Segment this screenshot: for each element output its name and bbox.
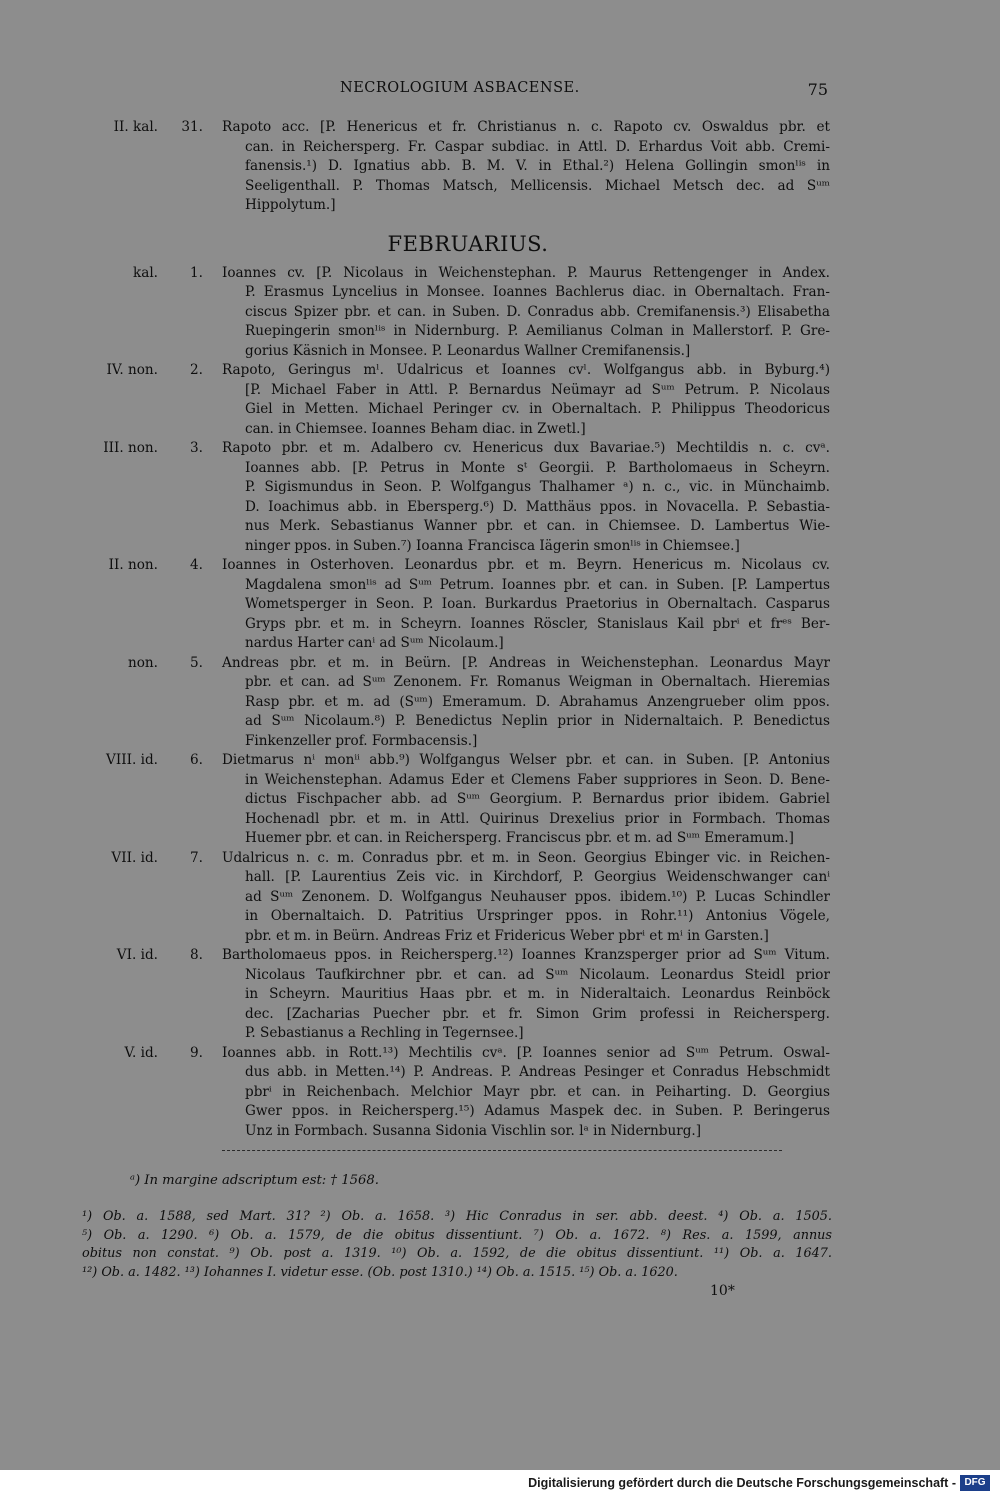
text-line: hall. [P. Laurentius Zeis vic. in Kirchdorf, P. Georgius Weidenschwanger canⁱ — [245, 869, 830, 885]
footnote-separator — [222, 1150, 782, 1151]
footnotes — [82, 1208, 832, 1282]
footnote-line: ⁵) Ob. a. 1290. ⁶) Ob. a. 1579, de die obitus dissentiunt. ⁷) Ob. a. 1672. ⁸) Res. a. 1599, annus — [82, 1227, 832, 1243]
text-line: D. Ioachimus abb. in Ebersperg.⁶) D. Matthäus ppos. in Novacella. P. Sebastia- — [245, 498, 830, 515]
footnote-line: ¹) Ob. a. 1588, sed Mart. 31? ²) Ob. a. 1658. ³) Hic Conradus in ser. abb. deest. ⁴) Ob. a. 1505. — [82, 1209, 832, 1224]
text-line: Ioannes abb. [P. Petrus in Monte sᵗ Georgii. P. Bartholomaeus in Scheyrn. — [245, 459, 830, 476]
date-label: V. id. — [124, 1044, 158, 1061]
date-label: IV. non. — [106, 362, 158, 378]
february-entries — [0, 264, 1000, 1142]
text-line: can. in Chiemsee. Ioannes Beham diac. in Zwetl.] — [245, 420, 586, 437]
date-label: VIII. id. — [106, 752, 158, 768]
text-line: pbr. et can. ad Sᵘᵐ Zenonem. Fr. Romanus Weigman in Obernaltach. Hieremias — [245, 674, 830, 690]
text-line: P. Sebastianus a Rechling in Tegernsee.] — [245, 1025, 524, 1041]
date-label: non. — [127, 654, 158, 671]
text-line: Gwer ppos. in Reichersperg.¹⁵) Adamus Maspek dec. in Suben. P. Beringerus — [245, 1103, 830, 1119]
text-line: Gryps pbr. et m. in Scheyrn. Ioannes Röscler, Stanislaus Kail pbrⁱ et frᵉˢ Ber- — [245, 615, 830, 632]
text-line: Udalricus n. c. m. Conradus pbr. et m. in Seon. Georgius Ebinger vic. in Reichen- — [222, 849, 830, 866]
text-line: Dietmarus nⁱ monⁱⁱ abb.⁹) Wolfgangus Welser pbr. et can. in Suben. [P. Antonius — [222, 752, 830, 768]
entry-text — [222, 118, 830, 216]
text-line: in Obernaltaich. D. Patritius Urspringer ppos. in Rohr.¹¹) Antonius Vögele, — [245, 908, 830, 924]
text-line: Ioannes in Osterhoven. Leonardus pbr. et m. Beyrn. Henericus m. Nicolaus cv. — [222, 557, 830, 573]
day-number: 5. — [190, 654, 203, 671]
day-number: 1. — [190, 264, 203, 281]
necrology-entry — [0, 1044, 1000, 1142]
entry-text — [222, 751, 830, 849]
necrology-entry — [0, 118, 1000, 216]
text-line: ad Sᵘᵐ Zenonem. D. Wolfgangus Neuhauser ppos. ibidem.¹⁰) P. Lucas Schindler — [245, 888, 830, 905]
text-line: Andreas pbr. et m. in Beürn. [P. Andreas in Weichenstephan. Leonardus Mayr — [222, 654, 830, 671]
text-line: fanensis.¹) D. Ignatius abb. B. M. V. in Ethal.²) Helena Gollingin smonˡⁱˢ in — [245, 158, 830, 174]
text-line: dec. [Zacharias Puecher pbr. et fr. Simon Grim professi in Reichersperg. — [245, 1005, 830, 1022]
text-line: P. Sigismundus in Seon. P. Wolfgangus Thalhamer ᵃ) n. c., vic. in Münchaimb. — [245, 479, 830, 495]
text-line: Nicolaus Taufkirchner pbr. et can. ad Sᵘᵐ Nicolaum. Leonardus Steidl prior — [245, 966, 830, 983]
text-line: ad Sᵘᵐ Nicolaum.⁸) P. Benedictus Neplin prior in Nidernaltaich. P. Benedictus — [245, 713, 830, 729]
funding-banner — [0, 1470, 1000, 1496]
day-number: 3. — [190, 440, 203, 456]
january-tail — [0, 118, 1000, 216]
signature-mark: 10* — [710, 1283, 735, 1299]
date-label: kal. — [132, 264, 158, 281]
entry-text — [222, 264, 830, 362]
text-line: Rapoto pbr. et m. Adalbero cv. Henericus dux Bavariae.⁵) Mechtildis n. c. cvᵃ. — [222, 440, 830, 456]
text-line: Bartholomaeus ppos. in Reichersperg.¹²) Ioannes Kranzsperger prior ad Sᵘᵐ Vitum. — [222, 947, 830, 963]
text-line: Rapoto acc. [P. Henericus et fr. Christianus n. c. Rapoto cv. Oswaldus pbr. et — [222, 119, 830, 135]
text-line: dus abb. in Metten.¹⁴) P. Andreas. P. Andreas Pesinger et Conradus Hebschmidt — [245, 1064, 830, 1080]
text-line: Rapoto, Geringus mˡ. Udalricus et Ioannes cvˡ. Wolfgangus abb. in Byburg.⁴) — [222, 362, 830, 378]
text-line: dictus Fischpacher abb. ad Sᵘᵐ Georgium. P. Bernardus prior ibidem. Gabriel — [245, 791, 830, 807]
date-label: VII. id. — [111, 849, 158, 866]
entry-text — [222, 1044, 830, 1142]
day-number: 31. — [181, 119, 203, 135]
entry-text — [222, 946, 830, 1044]
text-line: ninger ppos. in Suben.⁷) Ioanna Francisca Iägerin smonˡⁱˢ in Chiemsee.] — [245, 537, 740, 554]
text-line: Hippolytum.] — [245, 197, 336, 213]
running-title: NECROLOGIUM ASBACENSE. — [340, 80, 580, 96]
text-line: Unz in Formbach. Susanna Sidonia Vischlin sor. lᵃ in Nidernburg.] — [245, 1122, 702, 1139]
text-line: [P. Michael Faber in Attl. P. Bernardus Neümayr ad Sᵘᵐ Petrum. P. Nicolaus — [245, 381, 830, 398]
text-line: Wometsperger in Seon. P. Ioan. Burkardus Praetorius in Obernaltach. Casparus — [245, 596, 830, 612]
day-number: 2. — [190, 362, 203, 378]
day-number: 6. — [190, 752, 203, 768]
entry-text — [222, 439, 830, 556]
necrology-entry — [0, 946, 1000, 1044]
entry-text — [222, 654, 830, 752]
text-line: pbr. et m. in Beürn. Andreas Friz et Fridericus Weber pbrⁱ et mⁱ in Garsten.] — [245, 927, 769, 944]
day-number: 4. — [190, 557, 203, 573]
necrology-entry — [0, 849, 1000, 947]
marginal-note: ᵃ) In margine adscriptum est: † 1568. — [130, 1173, 379, 1188]
month-heading: FEBRUARIUS. — [387, 231, 549, 256]
text-line: can. in Reichersperg. Fr. Caspar subdiac. in Attl. D. Erhardus Voit abb. Cremi- — [245, 138, 830, 155]
entry-text — [222, 556, 830, 654]
text-line: Ioannes abb. in Rott.¹³) Mechtilis cvᵃ. [P. Ioannes senior ad Sᵘᵐ Petrum. Oswal- — [222, 1044, 830, 1061]
page-number: 75 — [807, 80, 828, 99]
text-line: in Weichenstephan. Adamus Eder et Clemens Faber suppriores in Seon. D. Bene- — [245, 771, 830, 788]
day-number: 9. — [190, 1044, 203, 1061]
necrology-entry — [0, 751, 1000, 849]
running-header — [0, 80, 1000, 104]
dfg-logo: DFG — [960, 1475, 990, 1491]
text-line: Rasp pbr. et m. ad (Sᵘᵐ) Emeramum. D. Abrahamus Anzengrueber olim ppos. — [245, 693, 830, 710]
text-line: nardus Harter canⁱ ad Sᵘᵐ Nicolaum.] — [245, 635, 504, 651]
text-line: P. Erasmus Lyncelius in Monsee. Ioannes Bachlerus diac. in Obernaltach. Fran- — [245, 284, 830, 300]
necrology-entry — [0, 439, 1000, 556]
necrology-entry — [0, 556, 1000, 654]
text-line: Giel in Metten. Michael Peringer cv. in Obernaltach. P. Philippus Theodoricus — [245, 401, 830, 417]
text-line: in Scheyrn. Mauritius Haas pbr. et m. in Nideraltaich. Leonardus Reinböck — [245, 986, 830, 1002]
entry-text — [222, 849, 830, 947]
necrology-entry — [0, 264, 1000, 362]
text-line: Ioannes cv. [P. Nicolaus in Weichenstephan. P. Maurus Rettengenger in Andex. — [222, 264, 830, 281]
text-line: Seeligenthall. P. Thomas Matsch, Mellicensis. Michael Metsch dec. ad Sᵘᵐ — [245, 177, 830, 194]
necrology-entries — [0, 118, 1000, 1141]
necrology-entry — [0, 361, 1000, 439]
text-line: ciscus Spizer pbr. et can. in Suben. D. Conradus abb. Cremifanensis.³) Elisabetha — [245, 303, 830, 320]
day-number: 7. — [190, 849, 203, 866]
footnote-line: obitus non constat. ⁹) Ob. post a. 1319. ¹⁰) Ob. a. 1592, de die obitus dissentiunt. ¹¹) Ob. a. 1647. — [82, 1246, 832, 1261]
text-line: nus Merk. Sebastianus Wanner pbr. et can. in Chiemsee. D. Lambertus Wie- — [245, 518, 830, 534]
text-line: Magdalena smonˡⁱˢ ad Sᵘᵐ Petrum. Ioannes pbr. et can. in Suben. [P. Lampertus — [245, 576, 830, 593]
date-label: II. non. — [108, 557, 158, 573]
text-line: gorius Käsnich in Monsee. P. Leonardus Wallner Cremifanensis.] — [245, 342, 691, 359]
date-label: VI. id. — [116, 947, 158, 963]
text-line: Finkenzeller prof. Formbacensis.] — [245, 732, 478, 749]
footnote-line: ¹²) Ob. a. 1482. ¹³) Iohannes I. videtur esse. (Ob. post 1310.) ¹⁴) Ob. a. 1515. ¹⁵) Ob. a. 1620. — [82, 1264, 678, 1280]
entry-text — [222, 361, 830, 439]
text-line: pbrⁱ in Reichenbach. Melchior Mayr pbr. et can. in Peiharting. D. Georgius — [245, 1083, 830, 1100]
date-label: III. non. — [103, 440, 158, 456]
text-line: Hochenadl pbr. et m. in Attl. Quirinus Drexelius prior in Formbach. Thomas — [245, 810, 830, 827]
necrology-entry — [0, 654, 1000, 752]
date-label: II. kal. — [113, 119, 158, 135]
funding-text: Digitalisierung gefördert durch die Deutsche Forschungsgemeinschaft - — [528, 1476, 956, 1490]
text-line: Huemer pbr. et can. in Reichersperg. Franciscus pbr. et m. ad Sᵘᵐ Emeramum.] — [245, 830, 794, 846]
day-number: 8. — [190, 947, 203, 963]
text-line: Ruepingerin smonˡⁱˢ in Nidernburg. P. Aemilianus Colman in Mallerstorf. P. Gre- — [245, 323, 830, 339]
